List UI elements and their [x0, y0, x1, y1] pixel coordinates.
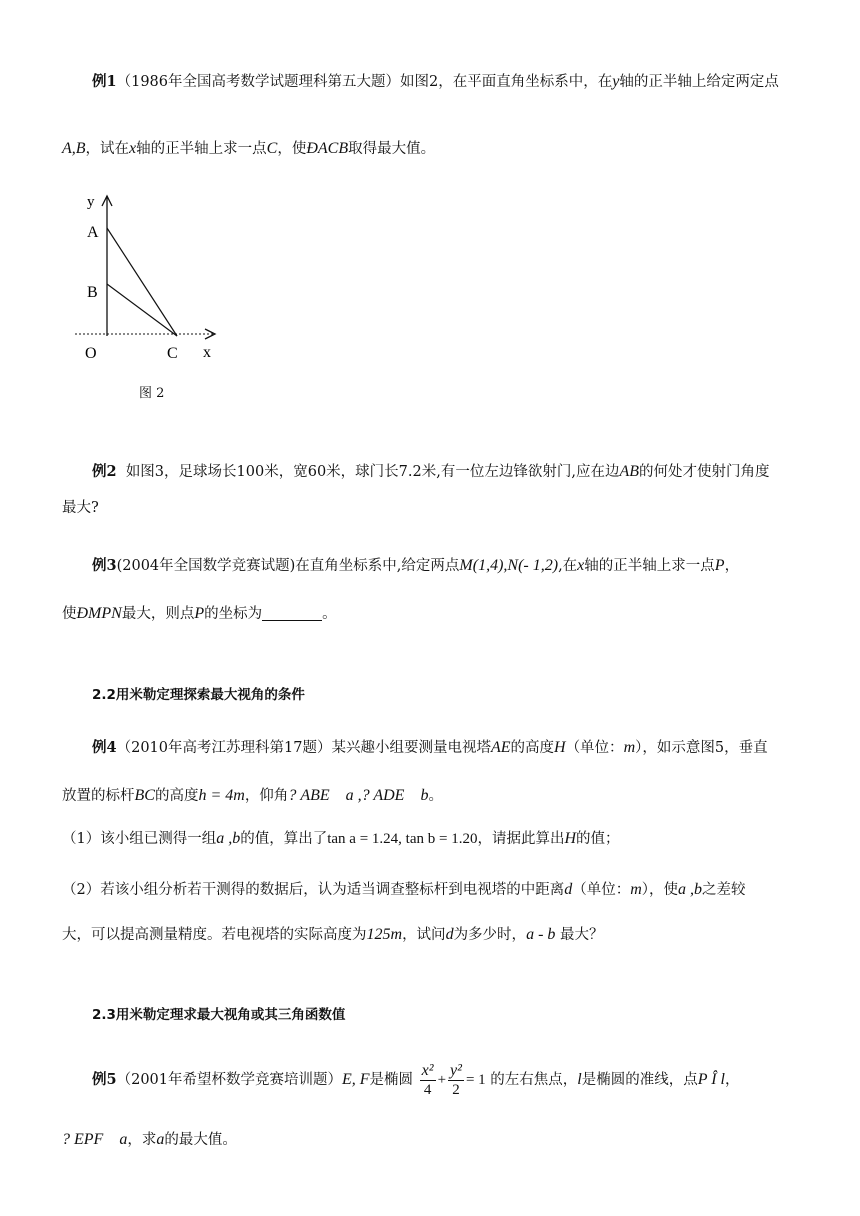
- example-4-question-2-line-2: 大，可以提高测量精度。若电视塔的实际高度为125m，试问d为多少时，a - b 最大？: [62, 926, 604, 943]
- example-1-line-2: A,B，试在x轴的正半轴上求一点C，使ÐACB取得最大值。: [62, 140, 436, 157]
- example-4-question-1: （1）该小组已测得一组a ,b的值，算出了tan a = 1.24, tan b = 1.20，请据此算出H的值；: [62, 830, 620, 847]
- example-2-line-2: 最大?: [62, 500, 99, 516]
- fraction-x2-over-4: $\frac{\text{x²}}{4}$: [421, 1061, 434, 1098]
- example-4-question-2-line-1: （2）若该小组分析若干测得的数据后，认为适当调查整标杆到电视塔的中距离d（单位：m），使a ,b之差较: [62, 881, 746, 898]
- example-2-line-1: 例2 如图3，足球场长100米，宽60米，球门长7.2米,有一位左边锋欲射门,应在边AB的何处才使射门角度: [92, 463, 770, 480]
- label-O: O: [85, 345, 97, 362]
- answer-blank: [262, 606, 322, 621]
- example-2-label: 例2: [92, 463, 117, 480]
- example-4-label: 例4: [92, 739, 117, 756]
- label-B: B: [87, 284, 98, 301]
- x-axis-arrow: [205, 329, 215, 339]
- example-3-label: 例3: [92, 557, 117, 574]
- example-4-line-1: 例4（2010年高考江苏理科第17题）某兴趣小组要测量电视塔AE的高度H（单位：m），如示意图5，垂直: [92, 739, 768, 756]
- example-5-line-2: ? EPF a，求a的最大值。: [62, 1131, 237, 1148]
- label-C: C: [167, 345, 178, 362]
- figure-2-caption: 图 2: [139, 386, 165, 401]
- example-3-line-2: 使ÐMPN最大，则点P的坐标为 。: [62, 605, 337, 622]
- example-5-label: 例5: [92, 1071, 117, 1088]
- section-2-3-title: 2.3用米勒定理求最大视角或其三角函数值: [92, 1007, 346, 1023]
- segment-AC: [107, 228, 177, 336]
- example-5-line-1: 例5（2001年希望杯数学竞赛培训题）E, F是椭圆 $\frac{\text{x²}}{4}$ + $\frac{\text{y²}}{2}$ = 1 的左右焦点，l是椭圆的准线，点P Î l，: [92, 1061, 740, 1098]
- label-A: A: [87, 224, 99, 241]
- example-3-line-1: 例3(2004年全国数学竞赛试题)在直角坐标系中,给定两点M(1,4),N(- 1,2),在x轴的正半轴上求一点P，: [92, 557, 740, 574]
- label-x: x: [203, 344, 211, 361]
- example-4-line-2: 放置的标杆BC的高度h = 4m，仰角? ABE a ,? ADE b。: [62, 787, 443, 804]
- label-y: y: [87, 194, 95, 210]
- example-1-line-1: 例1（1986年全国高考数学试题理科第五大题）如图2，在平面直角坐标系中，在y轴的正半轴上给定两定点: [92, 73, 779, 90]
- figure-2-diagram: [75, 190, 235, 370]
- section-2-2-title: 2.2用米勒定理探索最大视角的条件: [92, 687, 305, 703]
- segment-BC: [107, 284, 177, 336]
- fraction-y2-over-2: $\frac{\text{y²}}{2}$: [450, 1061, 462, 1098]
- example-1-label: 例1: [92, 73, 117, 90]
